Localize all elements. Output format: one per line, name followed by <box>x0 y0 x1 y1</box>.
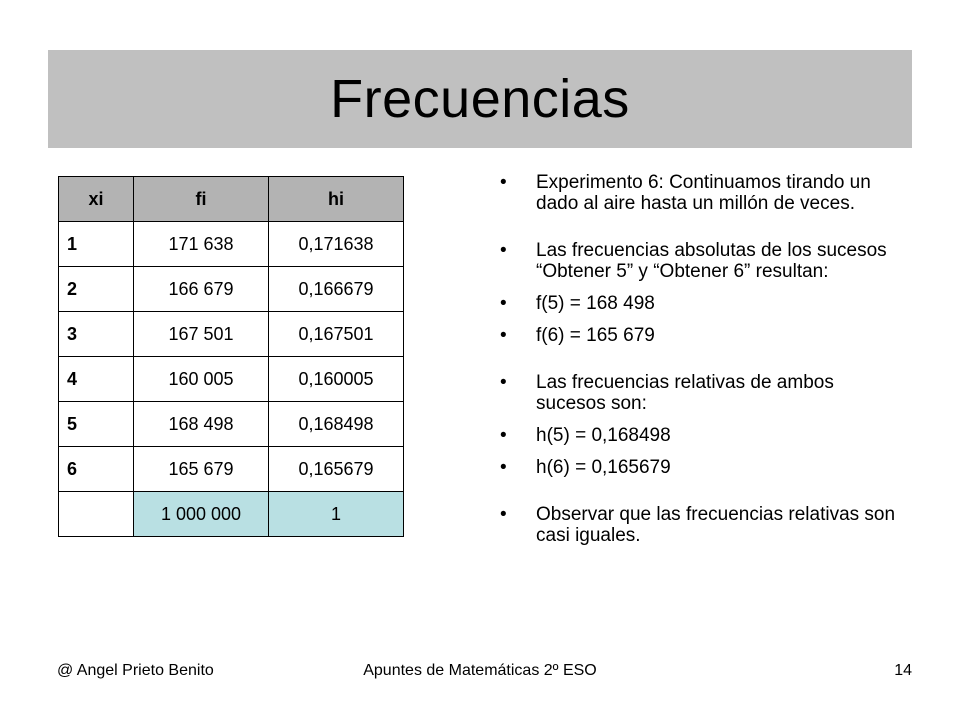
cell-hi: 0,166679 <box>269 267 404 312</box>
table-row <box>59 357 404 402</box>
cell-xi: 2 <box>59 267 134 312</box>
cell-fi: 166 679 <box>134 267 269 312</box>
frequency-table <box>58 176 404 537</box>
bullet-dot-icon: • <box>500 457 507 478</box>
footer-page-number: 14 <box>894 662 912 679</box>
bullet-item <box>500 372 900 414</box>
bullet-text: f(6) = 165 679 <box>536 325 655 346</box>
cell-fi: 160 005 <box>134 357 269 402</box>
table-row <box>59 312 404 357</box>
header-hi: hi <box>269 177 404 222</box>
bullet-dot-icon: • <box>500 504 507 525</box>
bullet-text: f(5) = 168 498 <box>536 293 655 314</box>
table-row <box>59 402 404 447</box>
cell-hi: 0,167501 <box>269 312 404 357</box>
cell-fi: 168 498 <box>134 402 269 447</box>
bullet-dot-icon: • <box>500 240 507 261</box>
bullet-text: Las frecuencias relativas de ambos sucesos son: <box>536 372 834 414</box>
bullet-text: h(6) = 0,165679 <box>536 457 671 478</box>
bullet-item <box>500 325 900 346</box>
table-header-row <box>59 177 404 222</box>
table-row <box>59 222 404 267</box>
bullet-item <box>500 425 900 446</box>
cell-fi: 165 679 <box>134 447 269 492</box>
title-bar <box>48 50 912 148</box>
cell-xi: 5 <box>59 402 134 447</box>
bullet-item <box>500 504 900 546</box>
footer-course: Apuntes de Matemáticas 2º ESO <box>363 662 597 679</box>
cell-hi: 0,171638 <box>269 222 404 267</box>
bullet-dot-icon: • <box>500 172 507 193</box>
table-row <box>59 447 404 492</box>
bullet-dot-icon: • <box>500 425 507 446</box>
bullet-text: Experimento 6: Continuamos tirando un dado al aire hasta un millón de veces. <box>536 172 871 214</box>
bullet-list <box>500 172 900 546</box>
bullet-text: h(5) = 0,168498 <box>536 425 671 446</box>
cell-hi: 0,168498 <box>269 402 404 447</box>
cell-fi: 171 638 <box>134 222 269 267</box>
total-fi: 1 000 000 <box>134 492 269 537</box>
bullet-dot-icon: • <box>500 372 507 393</box>
bullet-text: Las frecuencias absolutas de los sucesos “Obtener 5” y “Obtener 6” resultan: <box>536 240 887 282</box>
total-hi: 1 <box>269 492 404 537</box>
cell-hi: 0,160005 <box>269 357 404 402</box>
bullet-text: Observar que las frecuencias relativas son casi iguales. <box>536 504 896 546</box>
bullet-item <box>500 293 900 314</box>
cell-xi: 4 <box>59 357 134 402</box>
bullet-dot-icon: • <box>500 293 507 314</box>
total-empty-cell <box>59 492 134 537</box>
cell-hi: 0,165679 <box>269 447 404 492</box>
bullet-dot-icon: • <box>500 325 507 346</box>
cell-fi: 167 501 <box>134 312 269 357</box>
cell-xi: 3 <box>59 312 134 357</box>
footer-author: @ Angel Prieto Benito <box>57 662 214 679</box>
table-total-row <box>59 492 404 537</box>
slide-title: Frecuencias <box>330 69 630 129</box>
table-row <box>59 267 404 312</box>
bullet-item <box>500 240 900 282</box>
cell-xi: 1 <box>59 222 134 267</box>
header-fi: fi <box>134 177 269 222</box>
bullet-item <box>500 457 900 478</box>
bullet-item <box>500 172 900 214</box>
cell-xi: 6 <box>59 447 134 492</box>
header-xi: xi <box>59 177 134 222</box>
